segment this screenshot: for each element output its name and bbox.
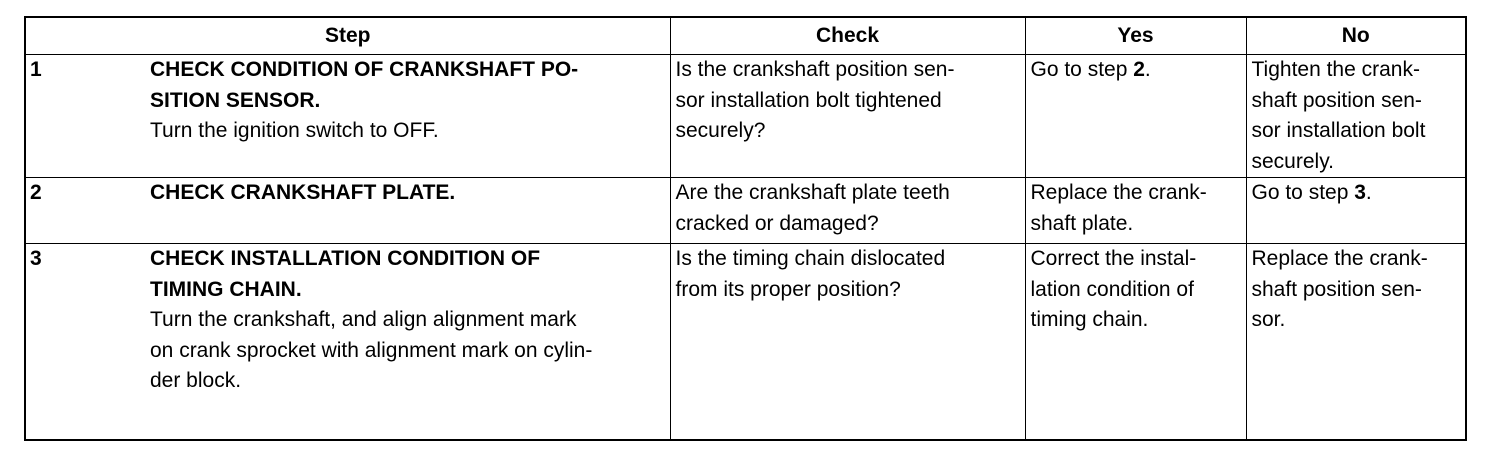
yes-line: Replace the crank-: [1030, 181, 1207, 204]
step-cell: [25, 178, 670, 244]
no-line: shaft position sen-: [1251, 88, 1422, 112]
check-line: from its proper position?: [675, 277, 901, 301]
step-title-line: TIMING CHAIN.: [150, 277, 302, 301]
goto-step-number: 3: [1354, 181, 1366, 204]
check-line: Are the crankshaft plate teeth: [675, 181, 950, 204]
step-instruction-line: Turn the ignition switch to OFF.: [150, 119, 439, 142]
check-cell: [670, 178, 1025, 244]
yes-cell: [1025, 178, 1246, 244]
no-action: [1252, 178, 1461, 209]
goto-step-number: 2: [1133, 58, 1145, 81]
step-cell: [25, 55, 670, 178]
no-line: sor installation bolt: [1251, 119, 1426, 142]
yes-line: shaft plate.: [1030, 211, 1134, 235]
no-line: sor.: [1251, 308, 1286, 331]
header-yes: Yes: [1025, 17, 1246, 55]
check-line: cracked or damaged?: [675, 211, 879, 235]
yes-cell: [1025, 244, 1246, 441]
table-row: [25, 55, 1466, 178]
check-line: securely?: [675, 119, 766, 142]
step-title-line: CHECK INSTALLATION CONDITION OF: [150, 247, 541, 270]
step-instruction-line: der block.: [150, 369, 242, 392]
check-line: Is the timing chain dislocated: [675, 247, 946, 270]
no-cell: [1246, 178, 1466, 244]
step-number: 3: [30, 247, 42, 270]
step-number: 2: [30, 181, 42, 204]
check-cell: [670, 55, 1025, 178]
step-body: [150, 178, 670, 209]
check-cell: [670, 244, 1025, 441]
yes-cell: [1025, 55, 1246, 178]
goto-text: Go to step: [1251, 181, 1355, 204]
yes-line: lation condition of: [1030, 277, 1194, 301]
table-row: [25, 244, 1466, 441]
step-cell: [25, 244, 670, 441]
step-title-line: CHECK CRANKSHAFT PLATE.: [150, 181, 456, 204]
step-number: 1: [30, 58, 42, 81]
yes-line: Correct the instal-: [1030, 247, 1197, 270]
goto-suffix: .: [1365, 181, 1372, 204]
step-instruction-line: on crank sprocket with alignment mark on cylin-: [150, 338, 593, 362]
no-cell: [1246, 55, 1466, 178]
header-step: Step: [25, 17, 670, 55]
yes-line: timing chain.: [1030, 308, 1149, 331]
step-title-line: SITION SENSOR.: [150, 88, 321, 112]
no-line: securely.: [1251, 149, 1334, 173]
goto-suffix: .: [1144, 58, 1151, 81]
step-instruction-line: Turn the crankshaft, and align alignment mark: [150, 308, 577, 331]
header-row: [25, 17, 1466, 55]
no-line: Replace the crank-: [1251, 247, 1428, 270]
yes-action: [1031, 55, 1241, 86]
header-no: No: [1246, 17, 1466, 55]
diagnostic-table: [24, 16, 1467, 441]
step-body: [150, 55, 670, 147]
table-row: [25, 178, 1466, 244]
no-line: shaft position sen-: [1251, 277, 1422, 301]
step-title-line: CHECK CONDITION OF CRANKSHAFT PO-: [150, 58, 579, 81]
check-line: Is the crankshaft position sen-: [675, 58, 955, 81]
header-check: Check: [670, 17, 1025, 55]
no-line: Tighten the crank-: [1251, 58, 1420, 81]
step-body: [150, 244, 670, 397]
no-cell: [1246, 244, 1466, 441]
goto-text: Go to step: [1030, 58, 1134, 81]
check-line: sor installation bolt tightened: [675, 88, 942, 112]
